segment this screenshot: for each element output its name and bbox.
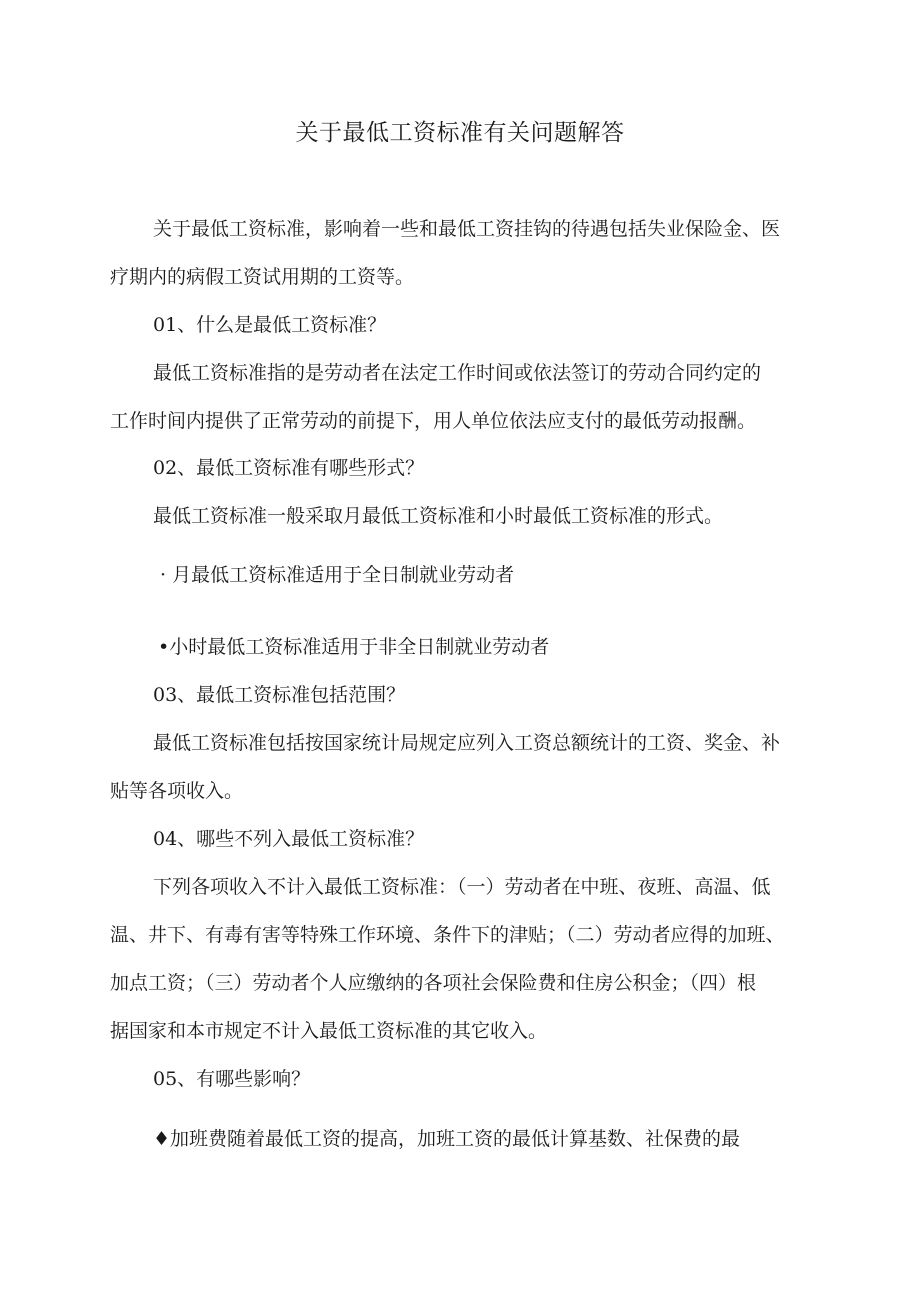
question-3-heading: 03、最低工资标准包括范围？ bbox=[153, 684, 406, 706]
question-4-heading: 04、哪些不列入最低工资标准？ bbox=[153, 828, 425, 850]
answer-1-line-1: 最低工资标准指的是劳动者在法定工作时间或依法签订的劳动合同约定的 bbox=[153, 362, 762, 384]
intro-line-1: 关于最低工资标准，影响着一些和最低工资挂钩的待遇包括失业保险金、医 bbox=[153, 218, 781, 240]
answer-4-line-4: 据国家和本市规定不计入最低工资标准的其它收入。 bbox=[110, 1020, 548, 1042]
answer-4-line-3: 加点工资；（三）劳动者个人应缴纳的各项社会保险费和住房公积金；（四）根 bbox=[110, 972, 757, 994]
bullet-item-monthly: · 月最低工资标准适用于全日制就业劳动者 bbox=[160, 564, 515, 586]
bullet-item-hourly: •小时最低工资标准适用于非全日制就业劳动者 bbox=[158, 636, 550, 658]
answer-4-line-2: 温、井下、有毒有害等特殊工作环境、条件下的津贴；（二）劳动者应得的加班、 bbox=[110, 924, 785, 946]
answer-2-line-1: 最低工资标准一般采取月最低工资标准和小时最低工资标准的形式。 bbox=[153, 505, 724, 527]
answer-3-line-2: 贴等各项收入。 bbox=[110, 780, 244, 802]
answer-3-line-1: 最低工资标准包括按国家统计局规定应列入工资总额统计的工资、奖金、补 bbox=[153, 732, 781, 754]
answer-4-line-1: 下列各项收入不计入最低工资标准：（一）劳动者在中班、夜班、高温、低 bbox=[153, 876, 771, 898]
page-title: 关于最低工资标准有关问题解答 bbox=[295, 120, 625, 146]
question-5-heading: 05、有哪些影响？ bbox=[153, 1068, 311, 1090]
intro-line-2: 疗期内的病假工资试用期的工资等。 bbox=[110, 266, 415, 288]
question-1-heading: 01、什么是最低工资标准？ bbox=[153, 314, 387, 336]
answer-1-line-2: 工作时间内提供了正常劳动的前提下，用人单位依法应支付的最低劳动报酬。 bbox=[110, 410, 757, 432]
answer-5-line-1: ♦加班费随着最低工资的提高，加班工资的最低计算基数、社保费的最 bbox=[153, 1128, 741, 1150]
question-2-heading: 02、最低工资标准有哪些形式？ bbox=[153, 457, 425, 479]
